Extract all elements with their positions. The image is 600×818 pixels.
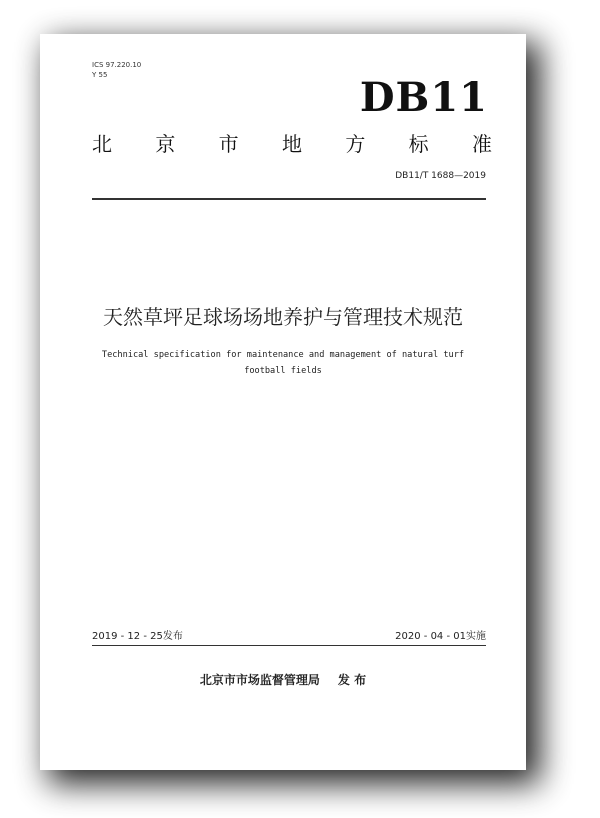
standard-type-char: 标: [408, 132, 429, 156]
ics-code: ICS 97.220.10: [92, 61, 142, 69]
issuer-name: 北京市市场监督管理局: [199, 673, 320, 687]
title-english: [73, 347, 493, 379]
standard-number: DB11/T 1688—2019: [395, 171, 486, 181]
header-divider: [92, 198, 486, 200]
footer-divider: [92, 645, 486, 646]
title-english-line: football fields: [244, 366, 322, 376]
title-english-line: Technical specification for maintenance and management of natural turf: [101, 350, 465, 360]
document-cover: [40, 34, 526, 770]
standard-type: [92, 132, 492, 156]
standard-type-char: 准: [471, 132, 492, 156]
title-chinese: 天然草坪足球场场地养护与管理技术规范: [103, 305, 463, 329]
publish-date: 2019 - 12 - 25发布: [92, 631, 183, 642]
classification-code: Y 55: [92, 71, 108, 79]
implement-date: 2020 - 04 - 01实施: [395, 631, 486, 642]
standard-code: DB11: [359, 74, 488, 121]
issuer-action: 发 布: [337, 673, 367, 687]
standard-type-char: 北: [92, 132, 112, 156]
standard-type-char: 地: [281, 132, 302, 156]
standard-type-char: 方: [345, 132, 366, 156]
issuer: [40, 672, 526, 688]
standard-type-char: 市: [218, 132, 239, 156]
standard-type-char: 京: [155, 132, 176, 156]
